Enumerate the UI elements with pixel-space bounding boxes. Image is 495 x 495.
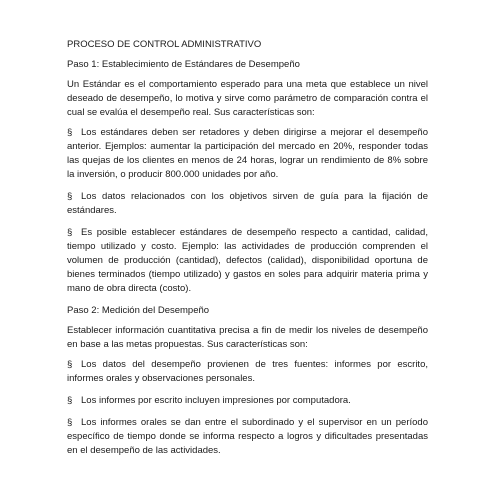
section-sign-icon: § — [67, 359, 73, 370]
step1-heading: Paso 1: Establecimiento de Estándares de Desempeño — [67, 59, 300, 70]
bullet-text: Los datos relacionados con los objetivos sirven de guía para la fijación de estándares. — [67, 191, 428, 216]
bullet-text: Los informes por escrito incluyen impresiones por computadora. — [81, 395, 351, 406]
step1-bullet-1 — [67, 126, 428, 182]
section-sign-icon: § — [67, 417, 73, 428]
section-sign-icon: § — [67, 191, 73, 202]
bullet-text: Los estándares deben ser retadores y deben dirigirse a mejorar el desempeño anterior. Ejemplos: aumentar la participación del mercado en 20%, responder todas las quejas de los clientes en menos de 24 horas, lograr un rendimiento de 8% sobre la inversión, o producir 800.000 unidades por año. — [67, 127, 428, 180]
section-sign-icon: § — [67, 227, 73, 238]
section-sign-icon: § — [67, 127, 73, 138]
step2-bullet-2 — [67, 394, 428, 408]
step2-heading: Paso 2: Medición del Desempeño — [67, 305, 210, 316]
document-content — [67, 38, 428, 466]
step1-bullet-2 — [67, 190, 428, 218]
bullet-text: Los datos del desempeño provienen de tres fuentes: informes por escrito, informes orales y observaciones personales. — [67, 359, 428, 384]
step1-intro: Un Estándar es el comportamiento esperado para una meta que establece un nivel deseado de desempeño, lo motiva y sirve como parámetro de comparación contra el cual se evalúa el desempeño real. Sus características son: — [67, 79, 428, 118]
bullet-text: Los informes orales se dan entre el subordinado y el supervisor en un período específico de tiempo donde se informa respecto a logros y dificultades presentadas en el desempeño de las actividades. — [67, 417, 428, 456]
step2-bullet-1 — [67, 358, 428, 386]
document-title: PROCESO DE CONTROL ADMINISTRATIVO — [67, 39, 262, 50]
step1-bullet-3 — [67, 226, 428, 296]
section-sign-icon: § — [67, 395, 73, 406]
step2-bullet-3 — [67, 416, 428, 458]
bullet-text: Es posible establecer estándares de desempeño respecto a cantidad, calidad, tiempo utilizado y costo. Ejemplo: las actividades de producción comprenden el volumen de producción (cantidad), defectos (calidad), disponibilidad oportuna de bienes terminados (tiempo utilizado) y gastos en soles para adquirir materia prima y mano de obra directa (costo). — [67, 227, 428, 294]
step2-intro: Establecer información cuantitativa precisa a fin de medir los niveles de desempeño en base a las metas propuestas. Sus características son: — [67, 325, 428, 350]
